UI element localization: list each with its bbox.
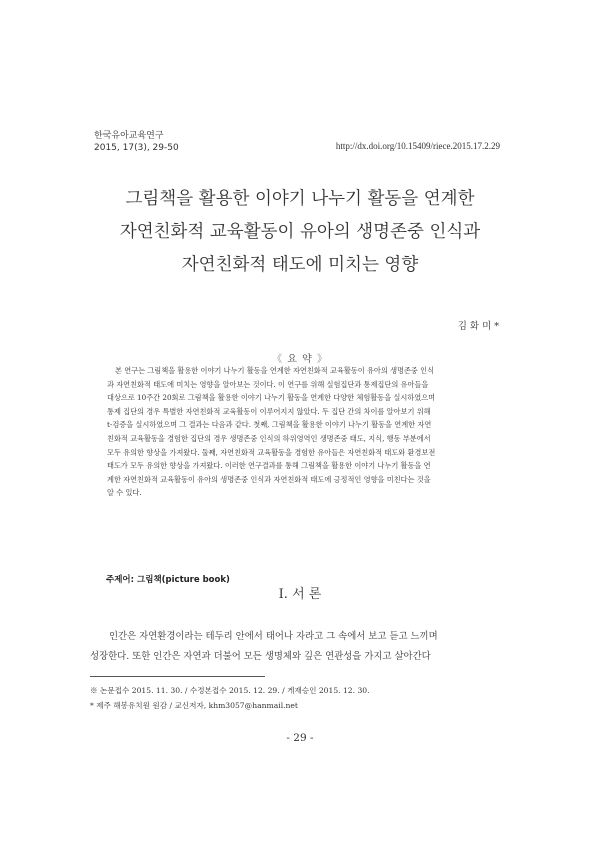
abstract-line: 계한 자연친화적 교육활동이 유아의 생명존중 인식과 자연친화적 태도에 긍정적인 영향을 미친다는 것을 [107, 474, 431, 484]
abstract-line: 태도가 모두 유의한 향상을 가져왔다. 이러한 연구결과를 통해 그림책을 활용한 이야기 나누기 활동을 연 [107, 461, 431, 471]
footnote-affiliation: * 제주 해봉유치원 원감 / 교신저자, khm3057@hanmail.net [90, 701, 298, 710]
doi-link[interactable]: http://dx.doi.org/10.15409/riece.2015.17.2.29 [335, 141, 500, 151]
abstract-line: 알 수 있다. [107, 488, 142, 498]
journal-header [94, 130, 179, 154]
title-line: 자연친화적 태도에 미치는 영향 [181, 255, 419, 275]
abstract-body [107, 364, 504, 500]
footnote-divider [90, 676, 265, 677]
abstract-line: 대상으로 10주간 20회로 그림책을 활용한 이야기 나누기 활동을 연계한 다양한 체험활동을 실시하였으며 [107, 393, 436, 403]
volume-info: 2015, 17(3), 29-50 [94, 143, 179, 153]
page-number: - 29 - [286, 732, 314, 744]
body-line: 성장한다. 또한 인간은 자연과 더불어 모든 생명체와 깊은 연관성을 가지고 살아간다 [90, 651, 431, 662]
abstract-line: 모두 유의한 향상을 가져왔다. 둘째, 자연친화적 교육활동을 경험한 유아들은 자연친화적 태도와 환경보전 [107, 447, 436, 457]
footnotes [90, 683, 370, 713]
title-line: 자연친화적 교육활동이 유아의 생명존중 인식과 [119, 222, 481, 242]
section-heading: Ⅰ. 서 론 [278, 587, 322, 602]
abstract-heading-right-bracket: 》 [316, 354, 328, 365]
footnote-dates: ※ 논문접수 2015. 11. 30. / 수정본접수 2015. 12. 29. / 게재승인 2015. 12. 30. [90, 686, 370, 695]
abstract-heading-left-bracket: 《 [272, 354, 284, 365]
journal-name: 한국유아교육연구 [94, 131, 164, 141]
keywords-label: 주제어: [106, 575, 135, 585]
paper-title [60, 183, 540, 282]
title-line: 그림책을 활용한 이야기 나누기 활동을 연계한 [125, 189, 475, 209]
keywords-value: 그림책(picture book) [137, 575, 230, 585]
abstract-line: t-검증을 실시하였으며 그 결과는 다음과 같다. 첫째, 그림책을 활용한 이야기 나누기 활동을 연계한 자연 [107, 420, 432, 430]
abstract-line: 친화적 교육활동을 경험한 집단의 경우 생명존중 인식의 하위영역인 생명존중 태도, 지식, 행동 부분에서 [107, 433, 431, 443]
abstract-line: 통제 집단의 경우 특별한 자연친화적 교육활동이 이루어지지 않았다. 두 집단 간의 차이를 알아보기 위해 [107, 406, 431, 416]
abstract-heading [0, 350, 600, 365]
abstract-line: 과 자연친화적 태도에 미치는 영향을 알아보는 것이다. 이 연구를 위해 실험집단과 통제집단의 유아들을 [107, 379, 429, 389]
abstract-line: 본 연구는 그림책을 활용한 이야기 나누기 활동을 연계한 자연친화적 교육활동이 유아의 생명존중 인식 [115, 366, 435, 375]
abstract-heading-text: 요 약 [287, 354, 313, 365]
author-name: 김화미* [457, 321, 502, 332]
body-line: 인간은 자연환경이라는 테두리 안에서 태어나 자라고 그 속에서 보고 듣고 느끼며 [109, 631, 438, 642]
body-text [90, 627, 507, 667]
